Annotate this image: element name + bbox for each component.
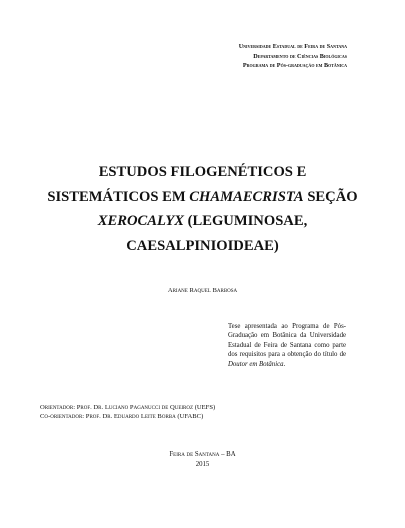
title-line-1: ESTUDOS FILOGENÉTICOS E: [98, 164, 307, 180]
author-name: Ariane Raquel Barbosa: [167, 287, 238, 294]
title-line-3: [0, 209, 405, 234]
thesis-statement-text: Tese apresentada ao Programa de Pós-Graduação em Botânica da Universidade Estadual de Feira de Santana como parte dos requisitos para a obtenção do título de: [228, 323, 346, 359]
title-line-2-start: SISTEMÁTICOS EM: [47, 188, 190, 205]
title-line-3-end: (LEGUMINOSAE,: [183, 213, 308, 229]
degree-title: Doutor em Botânica: [228, 360, 284, 368]
place-and-date: [0, 450, 405, 471]
title-line-2: [0, 185, 405, 210]
advisors-block: [40, 403, 215, 421]
title-line-2-end: SEÇÃO: [303, 188, 358, 205]
year: 2015: [195, 461, 210, 469]
program-name: Programa de Pós-graduação em Botânica: [242, 62, 347, 70]
city: Feira de Santana – BA: [169, 451, 236, 458]
department-name: Departamento de Ciências Biológicas: [253, 52, 347, 60]
thesis-title: [0, 160, 405, 258]
title-genus: CHAMAECRISTA: [189, 188, 304, 205]
title-line-4: CAESALPINIOIDEAE): [126, 237, 279, 254]
co-advisor: Co-orientador: Prof. Dr. Eduardo Leite Borba (UFABC): [40, 413, 204, 421]
thesis-statement-end: .: [283, 360, 286, 368]
institution-header: [239, 42, 347, 71]
university-name: Universidade Estadual de Feira de Santana: [238, 43, 347, 50]
title-section-name: XEROCALYX: [97, 213, 184, 229]
advisor: Orientador: Prof. Dr. Luciano Paganucci de Queiroz (UEFS): [40, 404, 216, 411]
thesis-statement: [228, 322, 346, 369]
